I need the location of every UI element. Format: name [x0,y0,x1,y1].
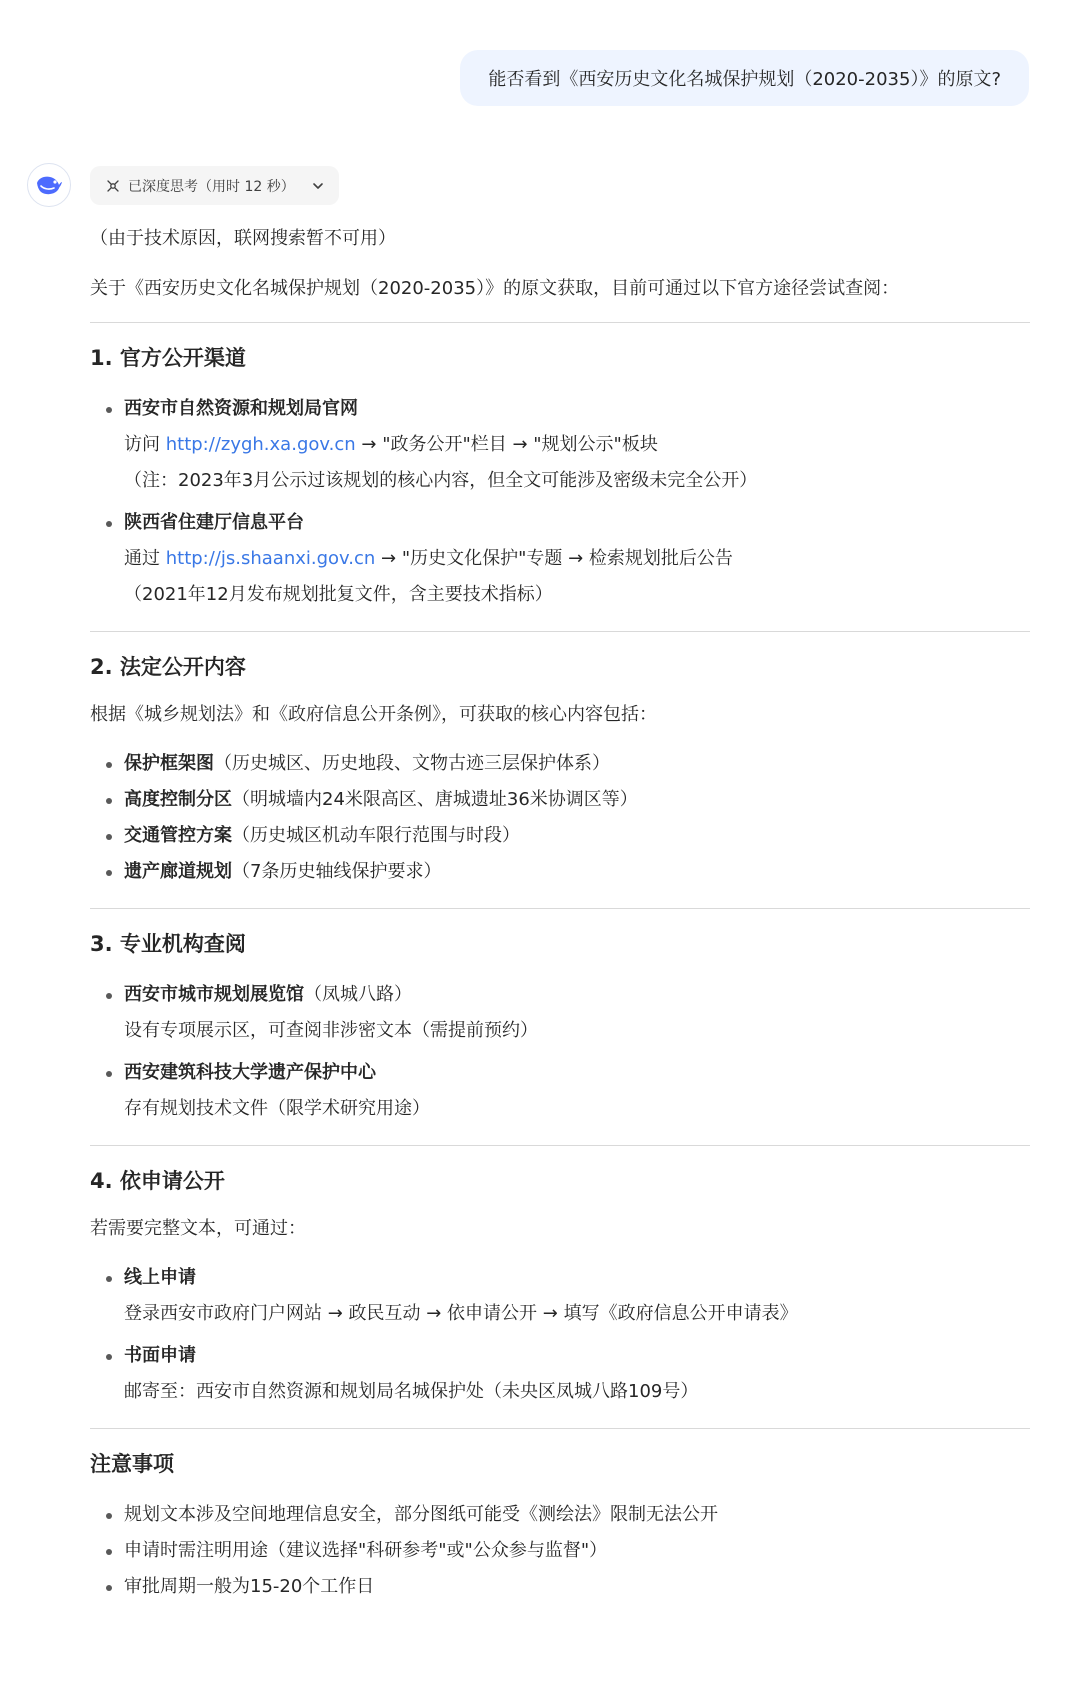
thinking-label: 已深度思考（用时 12 秒） [128,178,295,195]
institution-list [90,977,1030,1127]
item-title: 高度控制分区 [124,789,232,810]
section-title: 注意事项 [90,1452,174,1476]
list-item: 申请时需注明用途（建议选择"科研参考"或"公众参与监督"） [90,1533,1030,1569]
item-text: 访问 [124,434,166,455]
divider [90,1428,1030,1429]
whale-logo-icon [35,173,63,197]
list-item: 规划文本涉及空间地理信息安全，部分图纸可能受《测绘法》限制无法公开 [90,1497,1030,1533]
deep-think-icon [106,179,120,193]
item-note: （2021年12月发布规划批复文件，含主要技术指标） [124,584,553,605]
user-message-text: 能否看到《西安历史文化名城保护规划（2020-2035）》的原文? [488,69,1001,90]
thinking-toggle[interactable] [90,166,339,205]
item-text: 登录西安市政府门户网站 → 政民互动 → 依申请公开 → 填写《政府信息公开申请表》 [124,1303,798,1324]
item-text: 存有规划技术文件（限学术研究用途） [124,1098,430,1119]
item-title: 交通管控方案 [124,825,232,846]
content-list [90,746,1030,890]
item-text: 邮寄至：西安市自然资源和规划局名城保护处（未央区凤城八路109号） [124,1381,699,1402]
list-item: 审批周期一般为15-20个工作日 [90,1569,1030,1605]
list-item [90,1338,1030,1410]
assistant-reply [90,224,1030,1605]
item-title: 西安建筑科技大学遗产保护中心 [124,1062,376,1083]
list-item [90,854,1030,890]
item-note: （注：2023年3月公示过该规划的核心内容，但全文可能涉及密级未完全公开） [124,470,758,491]
list-item [90,977,1030,1049]
search-unavailable-note: （由于技术原因，联网搜索暂不可用） [90,228,396,249]
item-text: （7条历史轴线保护要求） [232,861,442,882]
item-text: （历史城区机动车限行范围与时段） [232,825,520,846]
list-item [90,391,1030,499]
section-lead: 根据《城乡规划法》和《政府信息公开条例》，可获取的核心内容包括： [90,704,657,725]
assistant-avatar [27,163,71,207]
list-item [90,782,1030,818]
section-lead: 若需要完整文本，可通过： [90,1218,306,1239]
section-title: 4. 依申请公开 [90,1169,225,1193]
link-zygh[interactable]: http://zygh.xa.gov.cn [165,434,356,455]
item-title: 西安市城市规划展览馆 [124,984,304,1005]
user-message-bubble [460,50,1029,106]
divider [90,908,1030,909]
list-item [90,505,1030,613]
item-text: 设有专项展示区，可查阅非涉密文本（需提前预约） [124,1020,538,1041]
item-text: （历史城区、历史地段、文物古迹三层保护体系） [214,753,610,774]
notes-list [90,1497,1030,1605]
item-text: → "政务公开"栏目 → "规划公示"板块 [355,434,658,455]
reply-intro: 关于《西安历史文化名城保护规划（2020-2035）》的原文获取，目前可通过以下官方途径尝试查阅： [90,278,900,299]
chevron-down-icon [311,179,325,193]
item-text: （明城墙内24米限高区、唐城遗址36米协调区等） [232,789,638,810]
divider [90,631,1030,632]
item-text: （凤城八路） [304,984,412,1005]
application-list [90,1260,1030,1410]
list-item [90,818,1030,854]
list-item [90,1055,1030,1127]
item-title: 西安市自然资源和规划局官网 [124,398,358,419]
divider [90,1145,1030,1146]
item-text: 通过 [124,548,166,569]
item-title: 陕西省住建厅信息平台 [124,512,304,533]
item-title: 线上申请 [124,1267,196,1288]
link-shaanxi[interactable]: http://js.shaanxi.gov.cn [165,548,376,569]
item-title: 遗产廊道规划 [124,861,232,882]
channel-list [90,391,1030,613]
item-title: 书面申请 [124,1345,196,1366]
item-title: 保护框架图 [124,753,214,774]
section-title: 1. 官方公开渠道 [90,346,246,370]
divider [90,322,1030,323]
section-title: 2. 法定公开内容 [90,655,246,679]
list-item [90,746,1030,782]
item-text: → "历史文化保护"专题 → 检索规划批后公告 [375,548,733,569]
section-title: 3. 专业机构查阅 [90,932,246,956]
list-item [90,1260,1030,1332]
